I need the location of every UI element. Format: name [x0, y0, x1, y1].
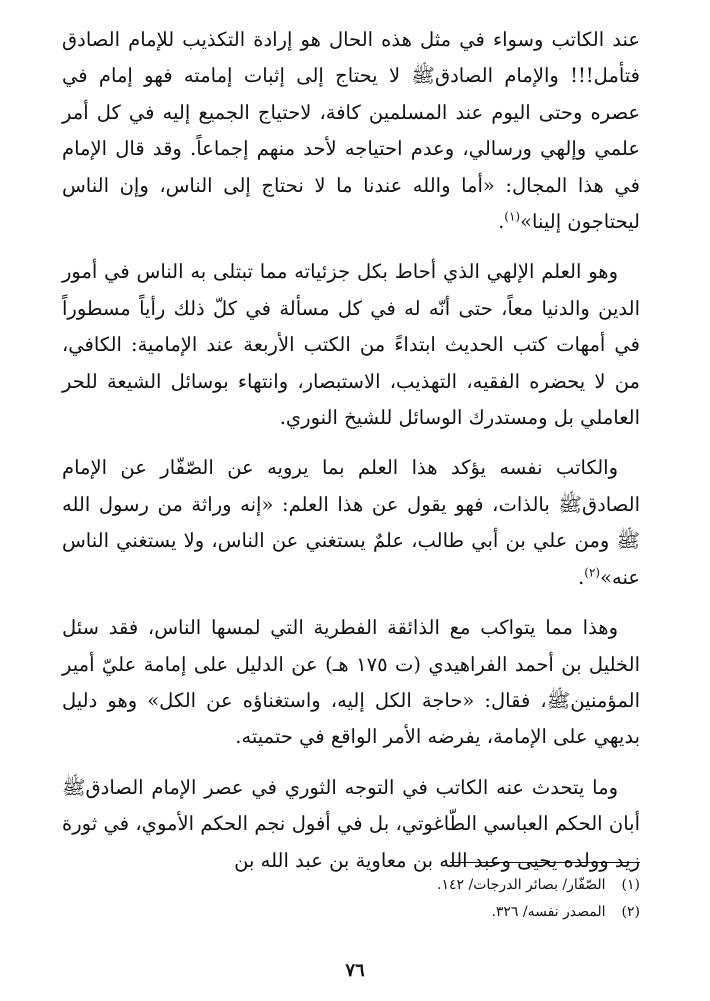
footnote-2-text: المصدر نفسه/ ٣٢٦. [491, 904, 606, 920]
paragraph-3-tail: . [578, 565, 585, 589]
footnote-2-number: (٢) [621, 904, 640, 920]
footnote-divider [450, 862, 640, 863]
paragraph-4 [62, 610, 640, 756]
paragraph-4-text: وهذا مما يتواكب مع الذائقة الفطرية التي لمسها الناس، فقد سئل الخليل بن أحمد الفراهيدي (ت ١٧٥ هـ) عن الدليل على إمامة عليّ أمير المؤمنينﷺ، فقال: «حاجة الكل إليه، واستغناؤه عن الكل» وهو دليل بديهي على الإمامة، يفرضه الأمر الواقع في حتميته. [62, 616, 640, 749]
paragraph-3-text: والكاتب نفسه يؤكد هذا العلم بما يرويه عن الصّفّار عن الإمام الصادقﷺ بالذات، فهو يقول عن هذا العلم: «إنه وراثة من رسول الله ﷺ ومن علي بن أبي طالب، علمٌ يستغني عن الناس، ولا يستغني الناس عنه» [62, 456, 640, 589]
page-body [62, 22, 640, 893]
page-number: ٧٦ [345, 960, 365, 981]
footnote-1-number: (١) [621, 877, 640, 893]
footnote-1 [240, 872, 640, 899]
paragraph-2-text: وهو العلم الإلهي الذي أحاط بكل جزئياته مما تبتلى به الناس في أمور الدين والدنيا معاً، حتى أنّه له في كل مسألة في كلّ ذلك رأياً مسطوراً في أمهات كتب الحديث ابتداءً من الكتب الأربعة عند الإمامية: الكافي، من لا يحضره الفقيه، التهذيب، الاستبصار، وانتهاء بوسائل الشيعة للحر العاملي بل ومستدرك الوسائل للشيخ النوري. [62, 260, 640, 430]
footnote-ref-1[interactable]: (١) [504, 209, 521, 224]
footnote-2 [240, 899, 640, 926]
paragraph-1 [62, 22, 640, 240]
paragraph-3 [62, 450, 640, 596]
footnote-1-text: الصّفّار/ بصائر الدرجات/ ١٤٢. [437, 877, 606, 893]
footnotes [240, 872, 640, 926]
paragraph-1-text: عند الكاتب وسواء في مثل هذه الحال هو إرادة التكذيب للإمام الصادق فتأمل!!! والإمام الصادقﷺ لا يحتاج إلى إثبات إمامته فهو إمام في عصره وحتى اليوم عند المسلمين كافة، لاحتياج الجميع إليه في كل أمر علمي وإلهي ورسالي، وعدم احتياجه لأحد منهم إجماعاً. وقد قال الإمام في هذا المجال: «أما والله عندنا ما لا نحتاج إلى الناس، وإن الناس ليحتاجون إلينا» [62, 28, 640, 234]
paragraph-1-tail: . [498, 210, 505, 234]
paragraph-5-text: وما يتحدث عنه الكاتب في التوجه الثوري في عصر الإمام الصادقﷺ أبان الحكم العباسي الطّاغوتي، بل في أفول نجم الحكم الأموي، في ثورة زيد وولده يحيى وعبد الله بن معاوية بن عبد الله بن [62, 775, 640, 872]
footnote-ref-2[interactable]: (٢) [584, 565, 601, 580]
paragraph-2 [62, 254, 640, 436]
